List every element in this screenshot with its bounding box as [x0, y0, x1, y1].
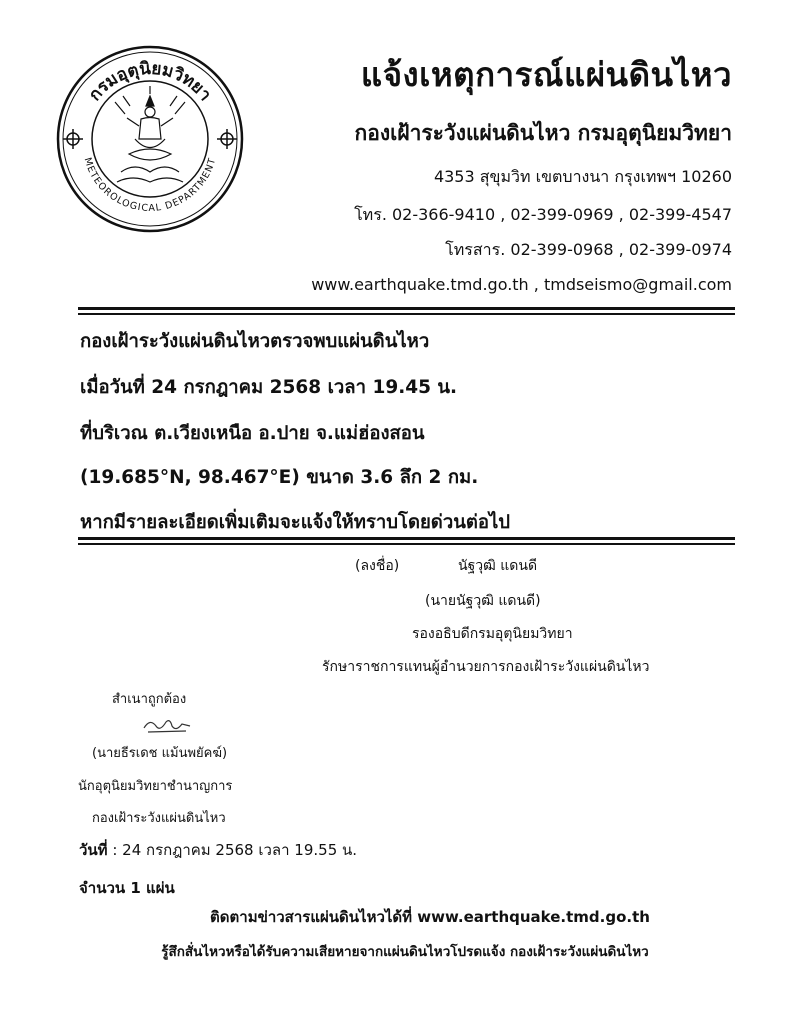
page-count: จำนวน 1 แผ่น	[79, 879, 175, 897]
announcement-title: แจ้งเหตุการณ์แผ่นดินไหว	[360, 55, 732, 94]
divider-bottom-thick	[78, 537, 735, 540]
divider-bottom-thin	[78, 543, 735, 545]
certified-copy-label: สำเนาถูกต้อง	[112, 692, 187, 707]
signer-acting-position: รักษาราชการแทนผู้อำนวยการกองเฝ้าระวังแผ่นดินไหว	[322, 659, 650, 675]
certified-copy-position: นักอุตุนิยมวิทยาชำนาญการ	[78, 779, 233, 794]
fax-numbers: โทรสาร. 02-399-0968 , 02-399-0974	[445, 240, 732, 259]
meteorological-department-seal	[55, 44, 245, 234]
seal-bottom-text: METEOROLOGICAL DEPARTMENT	[81, 156, 219, 215]
footer-report-notice: รู้สึกสั่นไหวหรือได้รับความเสียหายจากแผ่นดินไหวโปรดแจ้ง กองเฝ้าระวังแผ่นดินไหว	[161, 944, 649, 960]
certified-copy-division: กองเฝ้าระวังแผ่นดินไหว	[92, 811, 226, 826]
footer-follow-news: ติดตามข่าวสารแผ่นดินไหวได้ที่ www.earthquake.tmd.go.th	[210, 908, 650, 926]
certified-copy-name: (นายธีรเดช แม้นพยัคฆ์)	[92, 746, 228, 761]
divider-top-thin	[78, 313, 735, 315]
website-email: www.earthquake.tmd.go.th , tmdseismo@gmail.com	[311, 275, 732, 294]
division-name: กองเฝ้าระวังแผ่นดินไหว กรมอุตุนิยมวิทยา	[354, 121, 732, 145]
handwritten-signature	[138, 714, 198, 736]
phone-numbers: โทร. 02-366-9410 , 02-399-0969 , 02-399-4547	[354, 205, 732, 224]
body-line-datetime: เมื่อวันที่ 24 กรกฎาคม 2568 เวลา 19.45 น.	[80, 377, 458, 398]
signature-label: (ลงชื่อ)	[355, 558, 400, 574]
body-line-coordinates: (19.685°N, 98.467°E) ขนาด 3.6 ลึก 2 กม.	[80, 467, 479, 488]
seal-top-text: กรมอุตุนิยมวิทยา	[84, 58, 216, 105]
issue-date-label: วันที่	[79, 841, 108, 859]
divider-top-thick	[78, 307, 735, 310]
body-line-location: ที่บริเวณ ต.เวียงเหนือ อ.ปาย จ.แม่ฮ่องสอน	[80, 423, 425, 444]
svg-text:METEOROLOGICAL DEPARTMENT	[82, 156, 219, 214]
issue-date	[79, 838, 357, 862]
body-line-followup: หากมีรายละเอียดเพิ่มเติมจะแจ้งให้ทราบโดยด่วนต่อไป	[80, 512, 511, 533]
signature-name: นัฐวุฒิ แดนดี	[458, 558, 538, 574]
signer-full-name: (นายนัฐวุฒิ แดนดี)	[425, 593, 541, 609]
issue-date-value: : 24 กรกฎาคม 2568 เวลา 19.55 น.	[107, 841, 358, 859]
body-line-detection: กองเฝ้าระวังแผ่นดินไหวตรวจพบแผ่นดินไหว	[80, 331, 430, 352]
signer-position: รองอธิบดีกรมอุตุนิยมวิทยา	[412, 626, 573, 642]
address: 4353 สุขุมวิท เขตบางนา กรุงเทพฯ 10260	[433, 167, 732, 186]
